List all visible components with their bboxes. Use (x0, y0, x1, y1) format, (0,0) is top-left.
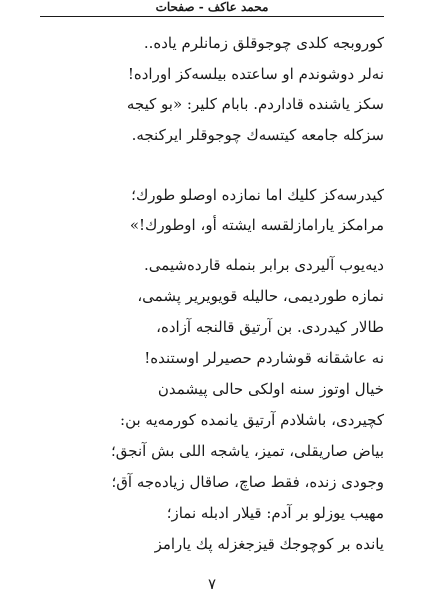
verse-line: دیەیوب آلیردی برابر بنمله قاردەشیمی. (144, 256, 384, 274)
header-rule (40, 16, 384, 17)
verse-line: طالار کیدردی. بن آرتیق قالنجه آزاده، (156, 318, 384, 336)
verse-line: نەلر دوشوندم او ساعتده بیلسەکز اوراده! (127, 65, 384, 83)
verse-line: کچیردی، باشلادم آرتیق یانمده کورمەیه بن: (120, 411, 384, 429)
verse-line: سزکله جامعه کیتسەك چوجوقلر ایرکنجه. (131, 126, 384, 144)
verse-line: مهیب یوزلو بر آدم: قیلار ادبله نماز؛ (166, 504, 384, 522)
verse-line: بیاض صاریقلی، تمیز، یاشجه اللی بش آنجق؛ (111, 442, 384, 460)
verse-line: کوروبجه کلدی چوجوقلق زمانلرم یاده.. (143, 34, 384, 52)
page-number: ٧ (207, 575, 217, 593)
running-header: محمد عاکف - صفحات (155, 0, 269, 14)
verse-line: کیدرسەکز کلیك اما نمازده اوصلو طورك؛ (131, 186, 384, 204)
verse-line: یانده بر کوچوجك قیزجغزله پك یارامز (154, 535, 384, 553)
verse-line: مرامکز یارامازلقسه ایشته أو، اوطورك!» (129, 216, 384, 234)
verse-line: خیال اوتوز سنه اولکی حالی پیشمدن (157, 380, 384, 398)
verse-line: سکز یاشنده قاداردم. بابام کلیر: «بو کیجه (126, 95, 384, 113)
verse-line: نمازه طوردیمی، حالیله قویویریر پشمی، (137, 287, 384, 305)
verse-line: وجودی زنده، فقط صاچ، صاقال زیادەجه آق؛ (111, 473, 384, 491)
verse-line: نه عاشقانه قوشاردم حصیرلر اوستنده! (144, 349, 384, 367)
